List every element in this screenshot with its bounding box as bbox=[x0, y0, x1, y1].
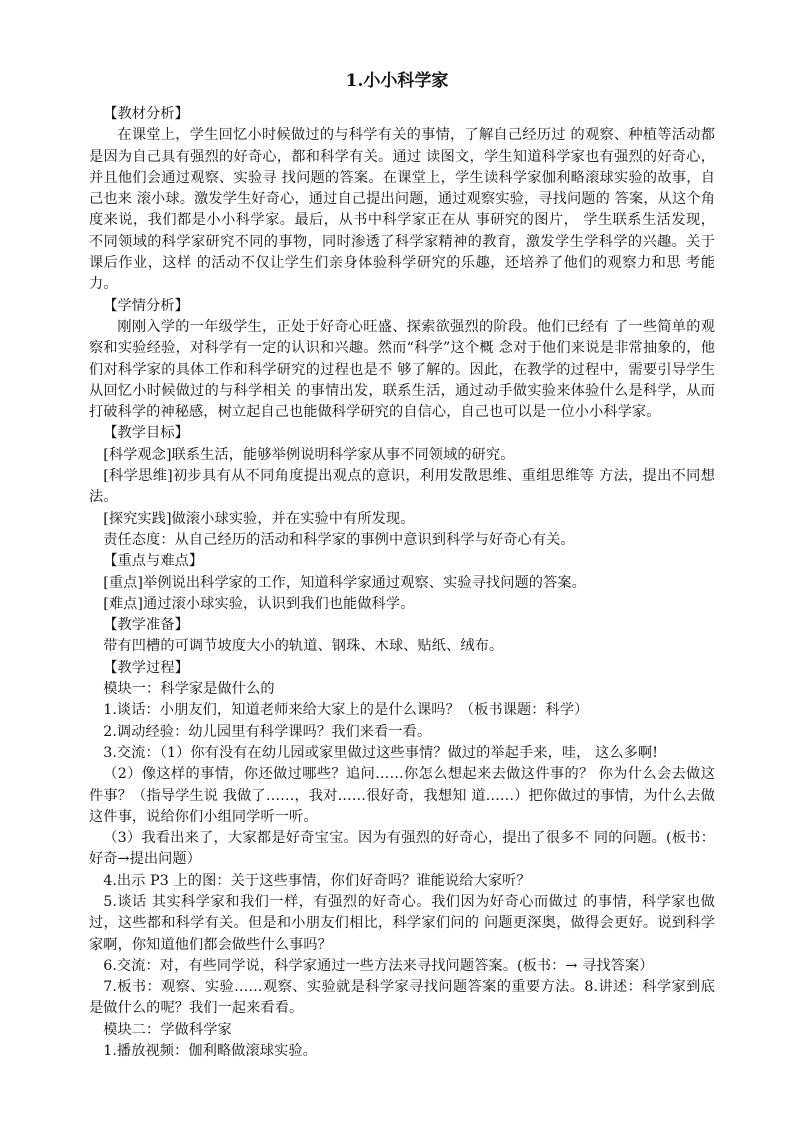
document-body bbox=[89, 104, 715, 1062]
section-heading-process: 【教学过程】 bbox=[103, 659, 189, 676]
section-heading-goals: 【教学目标】 bbox=[103, 425, 189, 442]
process-step: 3.交流：（1）你有没有在幼儿园或家里做过这些事情？做过的举起手来，哇， 这么多啊! bbox=[103, 744, 659, 761]
process-step: 1.播放视频：伽利略做滚球实验。 bbox=[103, 1043, 317, 1060]
paragraph-learner: 刚刚入学的一年级学生，正处于好奇心旺盛、探索欲强烈的阶段。他们已经有 了一些简单的观察和实验经验，对科学有一定的认识和兴趣。然而“科学”这个概 念对于他们来说是非常抽象的，他们对科学家的具体工作和科学研究的过程也是不 够了解的。因此，在教学的过程中，需要引导学生从回忆小时候做过的与科学相关 的事情出发，联系生活，通过动手做实验来体验什么是科学，从而打破科学的神秘感，树立起自己也能做科学研究的自信心，自己也可以是一位小小科学家。 bbox=[89, 318, 715, 421]
paragraph-prep: 带有凹槽的可调节坡度大小的轨道、钢珠、木球、贴纸、绒布。 bbox=[103, 638, 504, 655]
process-step: 6.交流：对，有些同学说，科学家通过一些方法来寻找问题答案。(板书：→ 寻找答案） bbox=[103, 957, 654, 974]
process-step: 1.谈话：小朋友们，知道老师来给大家上的是什么课吗？（板书课题：科学） bbox=[103, 702, 589, 719]
section-heading-learner: 【学情分析】 bbox=[103, 297, 189, 314]
section-heading-keypoints: 【重点与难点】 bbox=[103, 553, 204, 570]
goal-item: [探究实践]做滚小球实验，并在实验中有所发现。 bbox=[103, 510, 415, 527]
paragraph-textbook: 在课堂上，学生回忆小时候做过的与科学有关的事情，了解自己经历过 的观察、种植等活动都是因为自己具有强烈的好奇心，都和科学有关。通过 读图文，学生知道科学家也有强烈的好奇心，并且他们会通过观察、实验寻 找问题的答案。在课堂上，学生读科学家伽利略滚球实验的故事，自己也来 滚小球。激发学生好奇心，通过自己提出问题，通过观察实验，寻找问题的 答案，从这个角度来说，我们都是小小科学家。最后，从书中科学家正在从 事研究的图片， 学生联系生活发现， 不同领域的科学家研究不同的事物，同时渗透了科学家精神的教育，激发学生学科学的兴趣。关于课后作业，这样 的活动不仅让学生们亲身体验科学研究的乐趣，还培养了他们的观察力和思 考能力。 bbox=[89, 127, 715, 293]
module-title: 模块二：学做科学家 bbox=[103, 1021, 232, 1038]
module-title: 模块一：科学家是做什么的 bbox=[103, 681, 275, 698]
process-step: 7.板书：观察、实验……观察、实验就是科学家寻找问题答案的重要方法。8.讲述：科学家到底是做什么的呢？我们一起来看看。 bbox=[89, 979, 715, 1017]
process-step: （2）像这样的事情，你还做过哪些？追问……你怎么想起来去做这件事的？ 你为什么会去做这件事？（指导学生说 我做了……，我对……很好奇，我想知 道……）把你做过的事情，为什么去做这件事，说给你们小组同学听一听。 bbox=[89, 766, 715, 825]
page-title: 1.小小科学家 bbox=[345, 71, 449, 91]
process-step: 2.调动经验：幼儿园里有科学课吗？我们来看一看。 bbox=[103, 723, 432, 740]
process-step: 5.谈话 其实科学家和我们一样，有强烈的好奇心。我们因为好奇心而做过 的事情，科学家也做过，这些都和科学有关。但是和小朋友们相比，科学家们问的 问题更深奥，做得会更好。说到科学家啊，你知道他们都会做些什么事吗？ bbox=[89, 893, 715, 953]
goal-item: [科学思维]初步具有从不同角度提出观点的意识，利用发散思维、重组思维等 方法，提出不同想法。 bbox=[89, 468, 715, 506]
keypoint-item: [重点]举例说出科学家的工作，知道科学家通过观察、实验寻找问题的答案。 bbox=[103, 574, 586, 591]
section-heading-prep: 【教学准备】 bbox=[103, 617, 189, 634]
process-step: （3）我看出来了，大家都是好奇宝宝。因为有强烈的好奇心，提出了很多不 同的问题。(板书：好奇→提出问题） bbox=[89, 830, 715, 868]
goal-item: [科学观念]联系生活，能够举例说明科学家从事不同领域的研究。 bbox=[103, 446, 515, 463]
goal-item: 责任态度：从自己经历的活动和科学家的事例中意识到科学与好奇心有关。 bbox=[103, 531, 575, 548]
keypoint-item: [难点]通过滚小球实验，认识到我们也能做科学。 bbox=[103, 595, 415, 612]
process-step: 4.出示 P3 上的图：关于这些事情，你们好奇吗？谁能说给大家听？ bbox=[103, 872, 531, 889]
section-heading-textbook: 【教材分析】 bbox=[103, 106, 189, 122]
